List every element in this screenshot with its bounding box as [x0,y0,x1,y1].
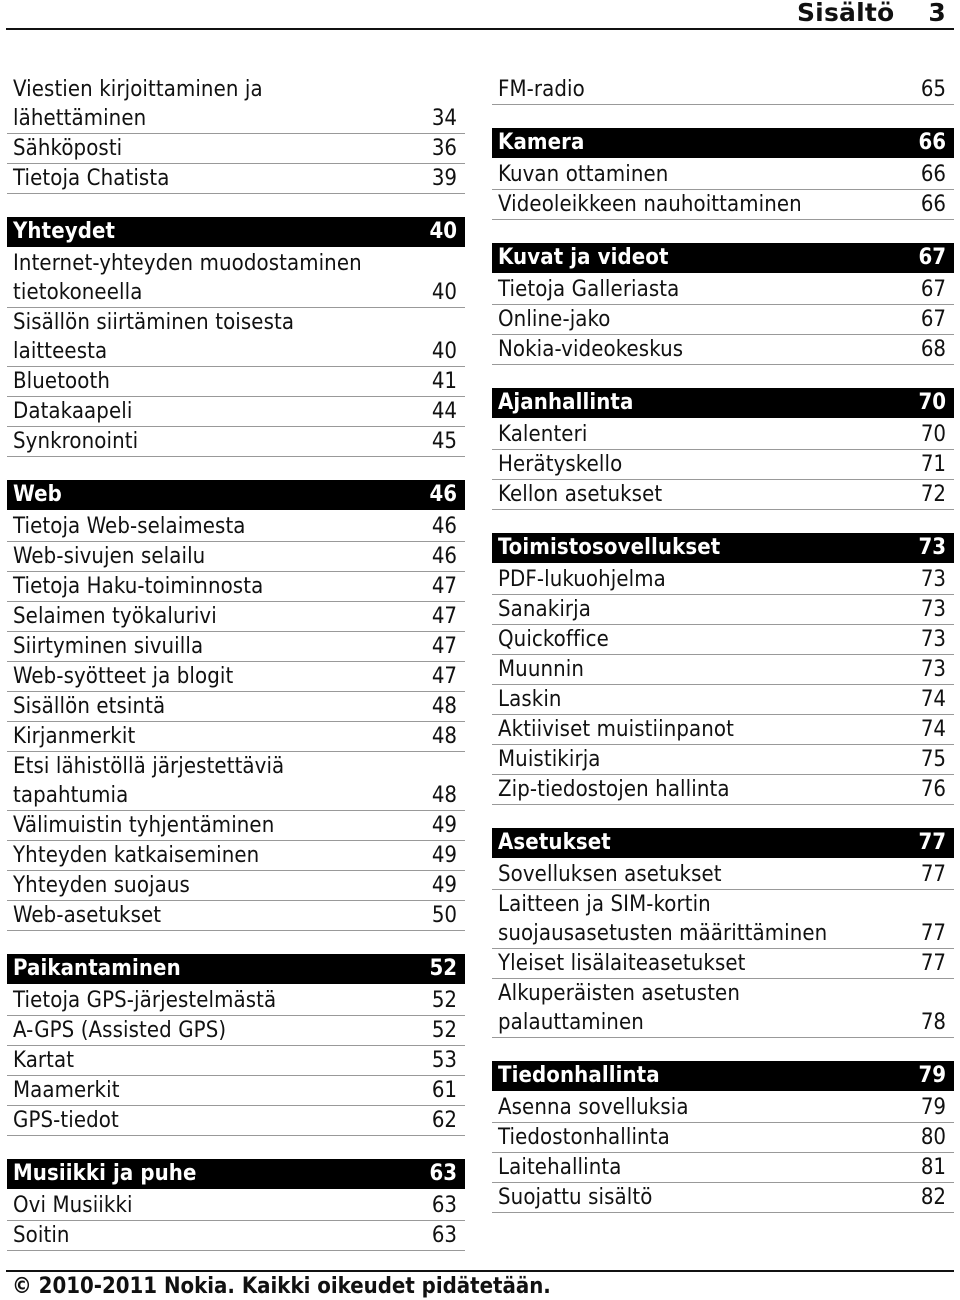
toc-entry[interactable] [7,811,465,841]
entry-title: Viestien kirjoittaminen ja lähettäminen [13,77,263,131]
entry-title: Alkuperäisten asetusten palauttaminen [498,981,740,1035]
toc-entry-wrap [498,949,946,978]
section-page-number: 40 [429,219,457,244]
toc-entry[interactable] [7,75,465,134]
entry-title: Kalenteri [498,422,588,447]
section-title: Yhteydet [13,219,116,244]
toc-entry-wrap [498,480,946,509]
toc-entry[interactable] [7,308,465,367]
section-page-number: 67 [918,245,946,270]
section-page-number: 79 [918,1063,946,1088]
entry-page-number: 46 [431,544,457,569]
entry-page-number: 67 [920,277,946,302]
entry-page-number: 71 [920,452,946,477]
entry-page-number: 52 [431,988,457,1013]
entry-title: Laitteen ja SIM-kortin suojausasetusten määrittäminen [498,892,828,946]
toc-entry-wrap [498,655,946,684]
toc-entry[interactable] [492,450,954,480]
toc-entry[interactable] [7,572,465,602]
toc-entry-wrap [13,632,457,661]
toc-entry[interactable] [492,1123,954,1153]
section-title: Ajanhallinta [498,390,634,415]
toc-entry-wrap [498,828,946,857]
entry-page-number: 74 [920,687,946,712]
toc-entry-wrap [13,692,457,721]
toc-entry-wrap [498,305,946,334]
toc-entry[interactable] [492,420,954,450]
toc-entry[interactable] [492,625,954,655]
toc-entry-wrap [13,1191,457,1220]
entry-page-number: 78 [920,1010,946,1035]
toc-entry-wrap [13,134,457,163]
toc-group [7,1159,465,1251]
toc-entry-wrap [498,243,946,272]
toc-entry-wrap [13,752,457,810]
entry-title: FM-radio [498,77,585,102]
toc-entry-wrap [13,1046,457,1075]
entry-page-number: 73 [920,627,946,652]
toc-entry[interactable] [7,367,465,397]
entry-title: Sähköposti [13,136,123,161]
toc-entry-wrap [498,420,946,449]
entry-title: Sovelluksen asetukset [498,862,722,887]
entry-title: Videoleikkeen nauhoittaminen [498,192,802,217]
toc-entry-wrap [498,745,946,774]
toc-entry[interactable] [7,134,465,164]
entry-title: Sisällön etsintä [13,694,166,719]
entry-title: Etsi lähistöllä järjestettäviä tapahtumia [13,754,285,808]
entry-page-number: 68 [920,337,946,362]
toc-entry[interactable] [492,160,954,190]
entry-title: Yleiset lisälaiteasetukset [498,951,746,976]
toc-entry[interactable] [492,275,954,305]
toc-group [492,75,954,105]
toc-entry[interactable] [7,427,465,457]
entry-title: Välimuistin tyhjentäminen [13,813,275,838]
entry-page-number: 40 [431,280,457,305]
toc-entry[interactable] [7,986,465,1016]
entry-title: Internet-yhteyden muodostaminen tietokoneella [13,251,362,305]
page-header [0,0,960,30]
toc-entry[interactable] [492,1153,954,1183]
toc-entry-wrap [498,685,946,714]
entry-page-number: 76 [920,777,946,802]
toc-entry[interactable] [492,745,954,775]
entry-page-number: 36 [431,136,457,161]
toc-entry[interactable] [492,860,954,890]
toc-group [492,828,954,1038]
entry-title: Tietoja Haku-toiminnosta [13,574,264,599]
toc-entry[interactable] [492,1093,954,1123]
entry-title: Kuvan ottaminen [498,162,669,187]
entry-title: Tietoja GPS-järjestelmästä [13,988,277,1013]
entry-title: Sanakirja [498,597,591,622]
toc-entry-wrap [498,335,946,364]
toc-entry-wrap [498,979,946,1037]
toc-group [7,217,465,457]
toc-entry-wrap [498,1123,946,1152]
toc-entry[interactable] [492,480,954,510]
toc-entry[interactable] [492,890,954,949]
toc-entry-wrap [498,1183,946,1212]
toc-entry-wrap [498,565,946,594]
toc-entry-wrap [13,1076,457,1105]
entry-title: Web-sivujen selailu [13,544,206,569]
toc-entry-wrap [13,1159,457,1188]
toc-entry-wrap [498,1061,946,1090]
toc-entry[interactable] [492,190,954,220]
toc-entry[interactable] [7,1106,465,1136]
section-title: Web [13,482,62,507]
toc-entry-wrap [13,542,457,571]
entry-page-number: 61 [431,1078,457,1103]
entry-title: Quickoffice [498,627,609,652]
section-page-number: 77 [918,830,946,855]
toc-entry-wrap [498,388,946,417]
entry-page-number: 80 [920,1125,946,1150]
section-title: Toimistosovellukset [498,535,721,560]
toc-entry-wrap [13,572,457,601]
entry-title: Kirjanmerkit [13,724,136,749]
toc-entry[interactable] [7,1076,465,1106]
entry-title: Laitehallinta [498,1155,622,1180]
entry-page-number: 49 [431,813,457,838]
toc-section-heading[interactable] [492,828,954,858]
entry-title: Datakaapeli [13,399,133,424]
section-title: Paikantaminen [13,956,181,981]
toc-group [492,128,954,220]
toc-entry[interactable] [7,692,465,722]
toc-entry[interactable] [7,1016,465,1046]
entry-page-number: 39 [431,166,457,191]
entry-title: Muunnin [498,657,585,682]
entry-title: Suojattu sisältö [498,1185,653,1210]
entry-page-number: 70 [920,422,946,447]
toc-entry[interactable] [7,871,465,901]
entry-page-number: 44 [431,399,457,424]
toc-entry-wrap [13,427,457,456]
section-title: Asetukset [498,830,611,855]
toc-entry-wrap [498,450,946,479]
entry-page-number: 34 [431,106,457,131]
toc-entry-wrap [498,128,946,157]
toc-entry[interactable] [7,249,465,308]
entry-title: Laskin [498,687,562,712]
entry-page-number: 45 [431,429,457,454]
toc-entry-wrap [13,1016,457,1045]
section-title: Tiedonhallinta [498,1063,660,1088]
toc-section-heading[interactable] [7,480,465,510]
header-title: Sisältö [796,0,895,27]
toc-entry-wrap [13,811,457,840]
toc-entry-wrap [498,625,946,654]
toc-group [492,1061,954,1213]
toc-entry[interactable] [7,1221,465,1251]
toc-entry[interactable] [492,75,954,105]
entry-title: Ovi Musiikki [13,1193,133,1218]
entry-page-number: 52 [431,1018,457,1043]
entry-page-number: 79 [920,1095,946,1120]
entry-title: GPS-tiedot [13,1108,119,1133]
toc-entry-wrap [498,1093,946,1122]
section-title: Musiikki ja puhe [13,1161,197,1186]
toc-entry[interactable] [7,662,465,692]
entry-page-number: 47 [431,574,457,599]
toc-entry[interactable] [492,335,954,365]
entry-page-number: 47 [431,634,457,659]
entry-title: Siirtyminen sivuilla [13,634,204,659]
entry-title: Tietoja Chatista [13,166,170,191]
page-footer [0,1270,960,1300]
entry-page-number: 49 [431,843,457,868]
toc-entry-wrap [13,480,457,509]
toc-entry-wrap [13,75,457,133]
toc-entry-wrap [498,860,946,889]
toc-entry-wrap [13,308,457,366]
copyright-notice: © 2010-2011 Nokia. Kaikki oikeudet pidätetään. [12,1274,551,1299]
toc-entry-wrap [13,512,457,541]
entry-page-number: 73 [920,597,946,622]
toc-entry[interactable] [492,979,954,1038]
entry-title: Web-syötteet ja blogit [13,664,234,689]
entry-title: Online-jako [498,307,611,332]
toc-entry[interactable] [7,164,465,194]
section-page-number: 73 [918,535,946,560]
toc-column-left [7,75,465,1274]
toc-entry[interactable] [7,512,465,542]
toc-entry-wrap [13,841,457,870]
toc-entry[interactable] [7,752,465,811]
toc-entry-wrap [498,190,946,219]
entry-page-number: 48 [431,694,457,719]
toc-entry-wrap [498,595,946,624]
section-page-number: 63 [429,1161,457,1186]
toc-section-heading[interactable] [7,1159,465,1189]
entry-page-number: 48 [431,724,457,749]
entry-page-number: 48 [431,783,457,808]
entry-page-number: 77 [920,951,946,976]
entry-page-number: 72 [920,482,946,507]
toc-entry[interactable] [7,632,465,662]
entry-title: Kellon asetukset [498,482,663,507]
toc-entry-wrap [13,602,457,631]
entry-title: Asenna sovelluksia [498,1095,689,1120]
entry-title: Zip-tiedostojen hallinta [498,777,730,802]
entry-title: Yhteyden katkaiseminen [13,843,260,868]
entry-title: Soitin [13,1223,70,1248]
toc-entry-wrap [13,662,457,691]
entry-title: Selaimen työkalurivi [13,604,217,629]
entry-title: A-GPS (Assisted GPS) [13,1018,227,1043]
toc-group [7,480,465,931]
entry-page-number: 77 [920,862,946,887]
entry-title: Nokia-videokeskus [498,337,684,362]
entry-title: Sisällön siirtäminen toisesta laitteesta [13,310,295,364]
toc-group [7,954,465,1136]
entry-page-number: 41 [431,369,457,394]
entry-title: PDF-lukuohjelma [498,567,666,592]
entry-title: Tietoja Galleriasta [498,277,680,302]
section-page-number: 66 [918,130,946,155]
toc-entry-wrap [13,367,457,396]
entry-page-number: 67 [920,307,946,332]
toc-entry-wrap [13,397,457,426]
toc-entry-wrap [498,533,946,562]
toc-entry-wrap [498,775,946,804]
toc-entry[interactable] [492,595,954,625]
entry-title: Web-asetukset [13,903,162,928]
toc-group [492,388,954,510]
entry-page-number: 77 [920,921,946,946]
toc-entry-wrap [13,986,457,1015]
entry-page-number: 66 [920,192,946,217]
footer-rule [6,1270,954,1272]
entry-title: Muistikirja [498,747,601,772]
toc-entry[interactable] [492,775,954,805]
entry-page-number: 81 [920,1155,946,1180]
toc-entry-wrap [13,1221,457,1250]
toc-entry[interactable] [492,655,954,685]
toc-entry-wrap [13,871,457,900]
entry-page-number: 49 [431,873,457,898]
entry-title: Bluetooth [13,369,110,394]
toc-entry-wrap [13,217,457,246]
section-title: Kamera [498,130,585,155]
entry-page-number: 47 [431,604,457,629]
toc-entry-wrap [13,164,457,193]
toc-section-heading[interactable] [492,243,954,273]
toc-group [492,533,954,805]
entry-page-number: 63 [431,1193,457,1218]
toc-entry-wrap [498,890,946,948]
entry-page-number: 65 [920,77,946,102]
toc-entry-wrap [13,954,457,983]
toc-entry-wrap [13,249,457,307]
toc-entry[interactable] [492,949,954,979]
entry-title: Herätyskello [498,452,623,477]
toc-entry[interactable] [492,565,954,595]
section-page-number: 46 [429,482,457,507]
header-rule [6,28,954,30]
toc-entry[interactable] [492,685,954,715]
entry-page-number: 75 [920,747,946,772]
toc-entry-wrap [13,722,457,751]
entry-title: Tietoja Web-selaimesta [13,514,246,539]
toc-entry-wrap [13,901,457,930]
toc-section-heading[interactable] [492,1061,954,1091]
toc-column-right [492,75,954,1236]
toc-entry[interactable] [492,715,954,745]
toc-entry[interactable] [7,542,465,572]
toc-entry-wrap [498,1153,946,1182]
entry-title: Synkronointi [13,429,139,454]
section-page-number: 52 [429,956,457,981]
toc-entry-wrap [498,75,946,104]
entry-page-number: 53 [431,1048,457,1073]
entry-page-number: 73 [920,657,946,682]
entry-page-number: 73 [920,567,946,592]
entry-title: Yhteyden suojaus [13,873,190,898]
header-page-number: 3 [928,0,946,27]
toc-entry-wrap [498,160,946,189]
toc-section-heading[interactable] [7,217,465,247]
toc-entry[interactable] [492,305,954,335]
entry-page-number: 46 [431,514,457,539]
header-title-group [797,0,946,27]
section-title: Kuvat ja videot [498,245,669,270]
entry-title: Kartat [13,1048,75,1073]
toc-entry-wrap [13,1106,457,1135]
entry-title: Maamerkit [13,1078,120,1103]
entry-page-number: 50 [431,903,457,928]
toc-section-heading[interactable] [492,128,954,158]
toc-entry[interactable] [7,841,465,871]
toc-entry[interactable] [7,1191,465,1221]
toc-entry[interactable] [7,901,465,931]
toc-entry-wrap [498,715,946,744]
toc-entry[interactable] [7,602,465,632]
toc-entry[interactable] [7,722,465,752]
toc-entry[interactable] [7,1046,465,1076]
entry-page-number: 40 [431,339,457,364]
entry-page-number: 74 [920,717,946,742]
toc-group [7,75,465,194]
entry-title: Tiedostonhallinta [498,1125,670,1150]
toc-section-heading[interactable] [7,954,465,984]
entry-page-number: 47 [431,664,457,689]
toc-section-heading[interactable] [492,533,954,563]
entry-page-number: 82 [920,1185,946,1210]
toc-entry-wrap [498,275,946,304]
entry-page-number: 62 [431,1108,457,1133]
section-page-number: 70 [918,390,946,415]
entry-page-number: 66 [920,162,946,187]
entry-title: Aktiiviset muistiinpanot [498,717,734,742]
toc-entry[interactable] [7,397,465,427]
toc-entry[interactable] [492,1183,954,1213]
entry-page-number: 63 [431,1223,457,1248]
toc-section-heading[interactable] [492,388,954,418]
toc-group [492,243,954,365]
